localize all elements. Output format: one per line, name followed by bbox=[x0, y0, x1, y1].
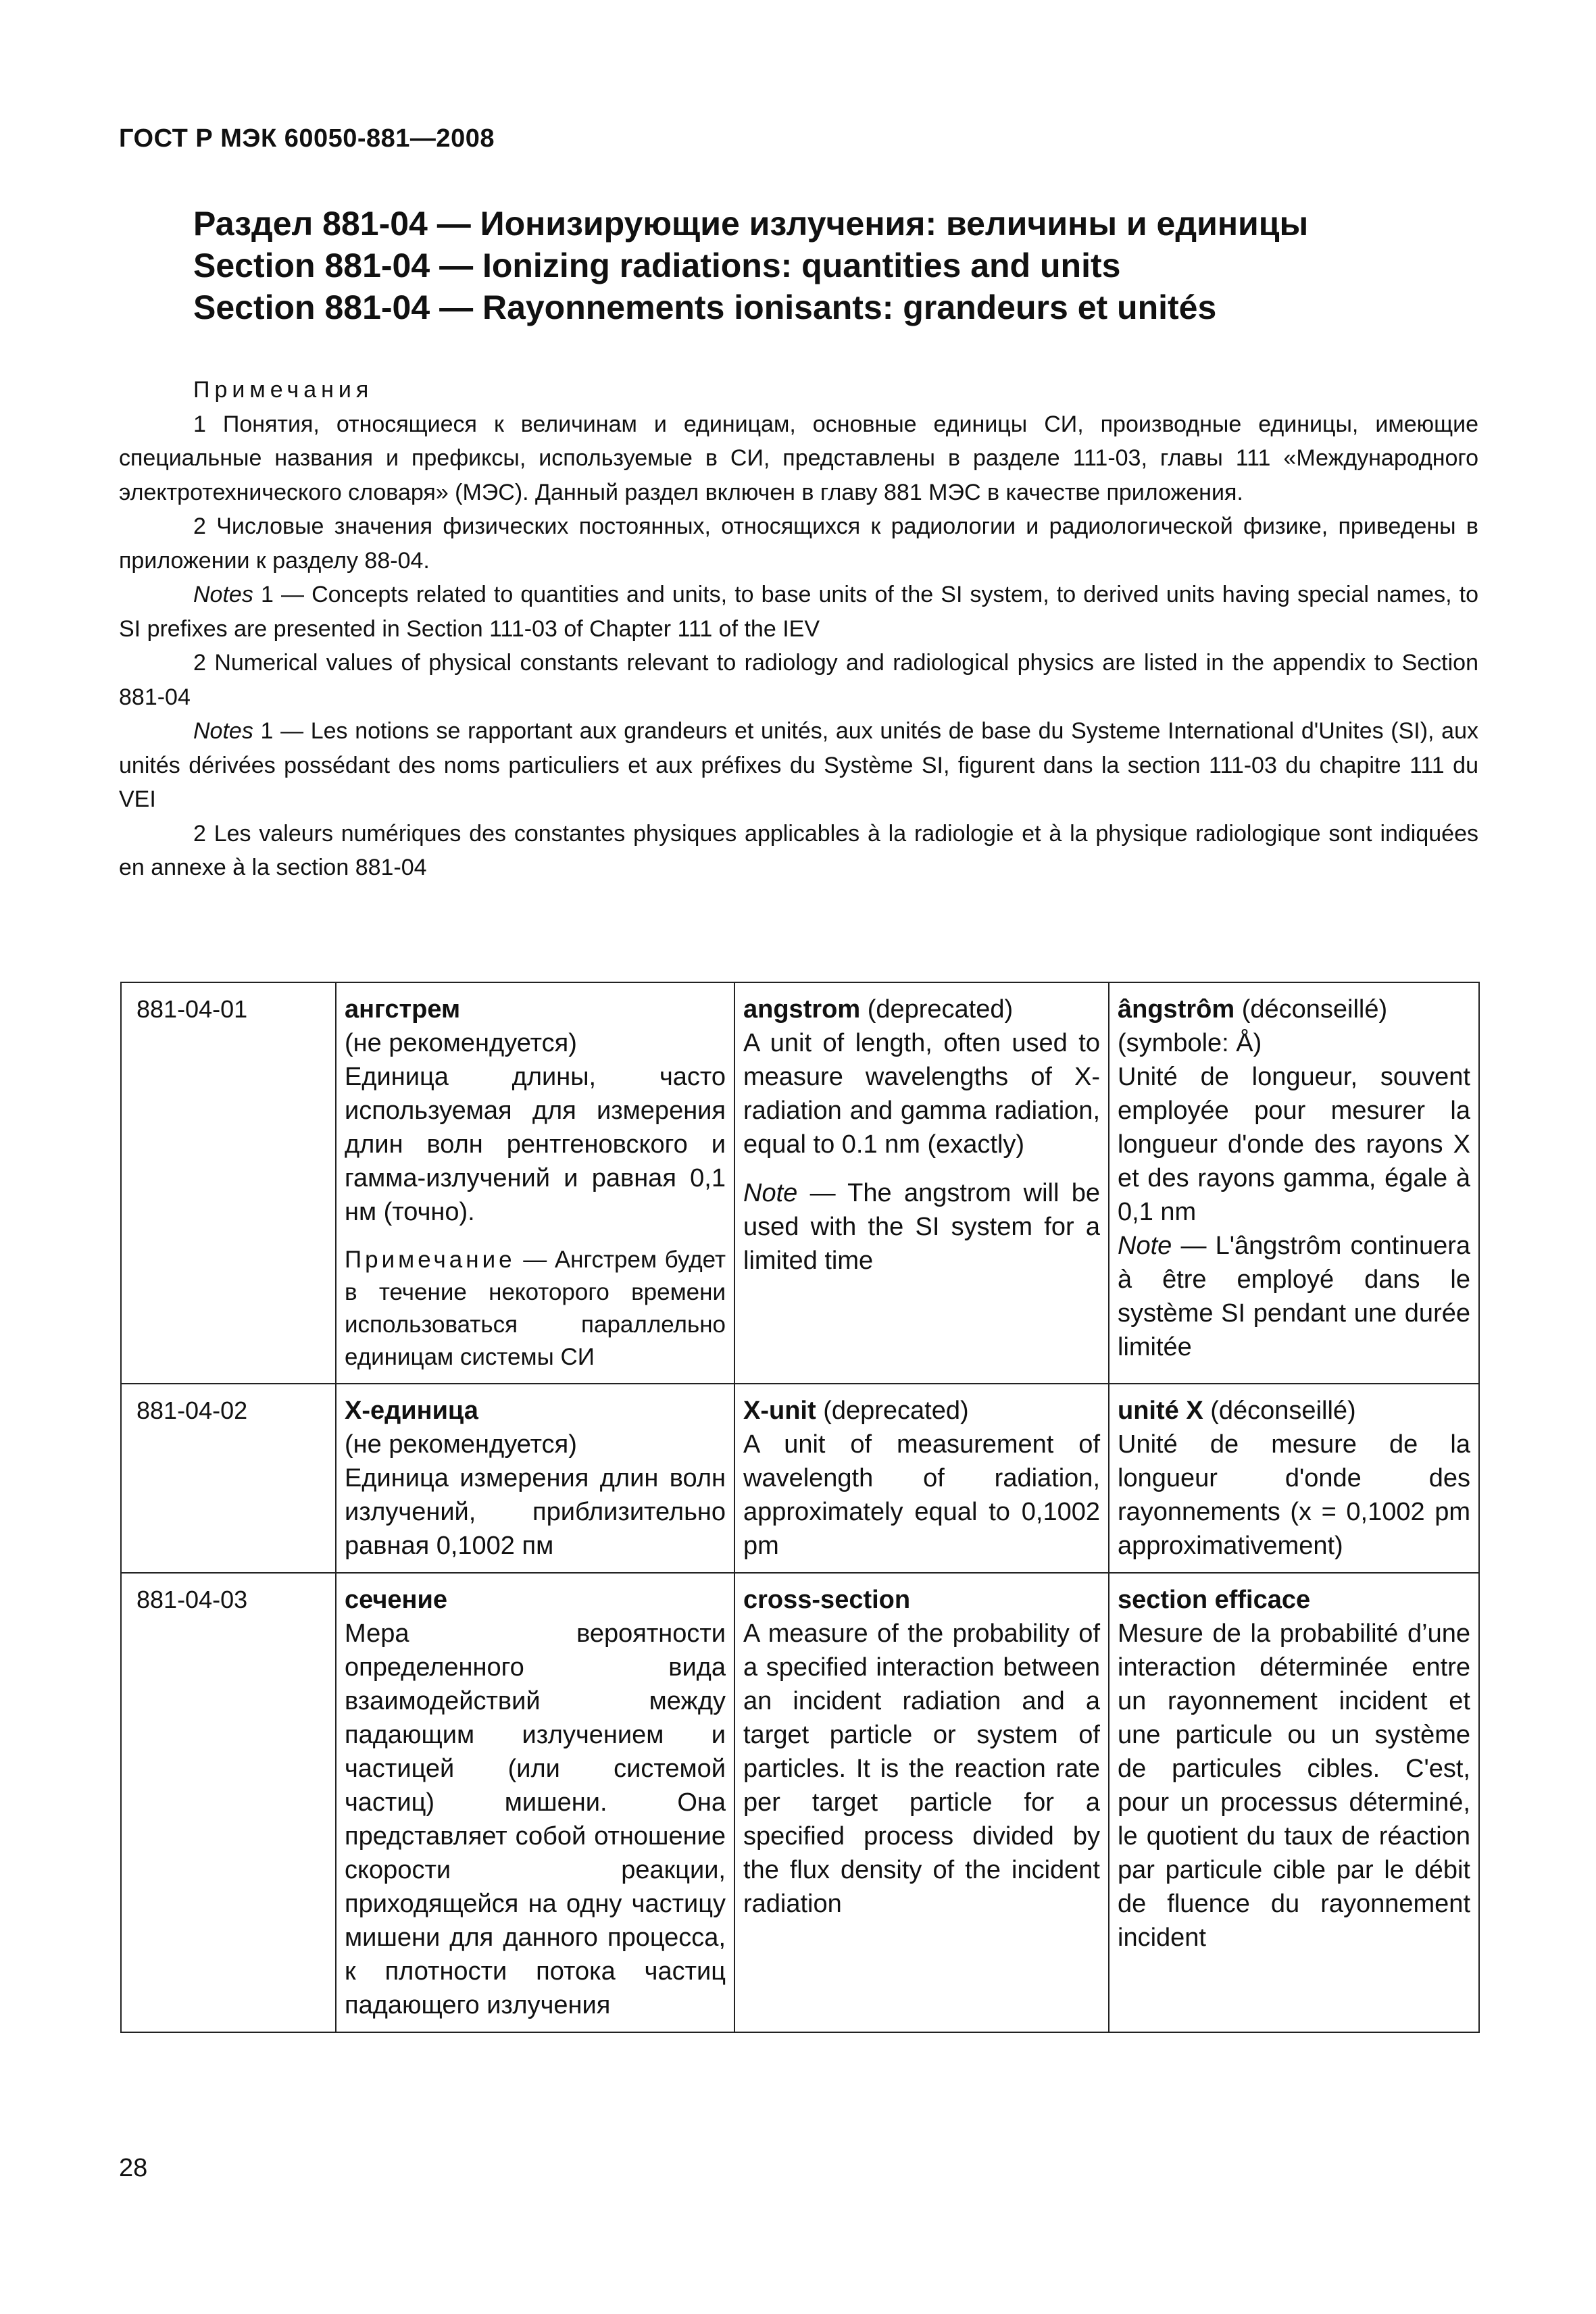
entry-number: 881-04-03 bbox=[121, 1573, 336, 2032]
section-title-ru: Раздел 881-04 — Ионизирующие излучения: величины и единицы bbox=[193, 205, 1309, 243]
term-en: X-unit bbox=[743, 1397, 816, 1425]
definition-ru: Мера вероятности определенного вида взаимодействий между падающим излучением и частицей (или системой частиц) мишени. Она представляет собой отношение скорости реакции, приходящейся на одну частицу мишени для данного процесса, к плотности потока частиц падающего излучения bbox=[345, 1619, 726, 2019]
entry-ru bbox=[336, 1384, 734, 1573]
definition-en: A unit of measurement of wavelength of radiation, approximately equal to 0,1002 pm bbox=[743, 1430, 1100, 1560]
entry-en bbox=[734, 1573, 1109, 2032]
term-ru: сечение bbox=[345, 1586, 447, 1614]
term-en: angstrom bbox=[743, 995, 861, 1024]
entry-fr bbox=[1109, 1384, 1479, 1573]
entry-en bbox=[734, 1384, 1109, 1573]
note-en-label: Note bbox=[743, 1179, 798, 1207]
term-ru-status: (не рекомендуется) bbox=[345, 1029, 577, 1057]
note-fr: Note — L'ângstrôm continuera à être employé dans le système SI pendant une durée limitée bbox=[1118, 1232, 1470, 1361]
definition-ru: Единица измерения длин волн излучений, приблизительно равная 0,1002 пм bbox=[345, 1464, 726, 1560]
page-number: 28 bbox=[119, 2154, 148, 2182]
term-fr-line: unité X (déconseillé) bbox=[1118, 1397, 1356, 1425]
entry-number: 881-04-02 bbox=[121, 1384, 336, 1573]
definition-fr: Unité de longueur, souvent employée pour mesurer la longueur d'onde des rayons X et des rayons gamma, égale à 0,1 nm bbox=[1118, 1063, 1470, 1226]
note-ru-1: 1 Понятия, относящиеся к величинам и единицам, основные единицы СИ, производные единицы, имеющие специальные названия и префиксы, используемые в СИ, представлены в разделе 111-03, главы 111 «Международного электротехнического словаря» (МЭС). Данный раздел включен в главу 881 МЭС в качестве приложения. bbox=[119, 411, 1478, 505]
term-en-line: X-unit (deprecated) bbox=[743, 1397, 969, 1425]
definition-en: A unit of length, often used to measure wavelengths of X-radiation and gamma radiation, equal to 0.1 nm (exactly) bbox=[743, 1029, 1100, 1159]
document-header: ГОСТ Р МЭК 60050-881—2008 bbox=[119, 124, 495, 153]
note-ru-label: Примечание bbox=[345, 1247, 516, 1273]
entry-fr bbox=[1109, 1573, 1479, 2032]
entry-fr bbox=[1109, 982, 1479, 1384]
section-title-en: Section 881-04 — Ionizing radiations: quantities and units bbox=[193, 247, 1121, 284]
note-en-1: Notes 1 — Concepts related to quantities and units, to base units of the SI system, to derived units having special names, to SI prefixes are presented in Section 111-03 of Chapter 111 of the IEV bbox=[119, 582, 1478, 642]
entry-ru bbox=[336, 1573, 734, 2032]
term-ru: Х-единица bbox=[345, 1397, 478, 1425]
section-title-fr: Section 881-04 — Rayonnements ionisants: grandeurs et unités bbox=[193, 288, 1217, 326]
definition-fr: Mesure de la probabilité d’une interaction déterminée entre un rayonnement incident et une particule ou un système de particules cibles. C'est, pour un processus déterminé, le quotient du taux de réaction par particule cible par le débit de fluence du rayonnement incident bbox=[1118, 1619, 1470, 1952]
table-row bbox=[121, 1573, 1479, 2032]
table-row bbox=[121, 982, 1479, 1384]
term-en: cross-section bbox=[743, 1586, 911, 1614]
entry-ru bbox=[336, 982, 734, 1384]
note-ru-2: 2 Числовые значения физических постоянных, относящихся к радиологии и радиологической физике, приведены в приложении к разделу 88-04. bbox=[119, 513, 1478, 574]
entry-en bbox=[734, 982, 1109, 1384]
term-fr: section efficace bbox=[1118, 1586, 1311, 1614]
terms-table bbox=[120, 982, 1480, 2033]
table-row bbox=[121, 1384, 1479, 1573]
term-en-line: angstrom (deprecated) bbox=[743, 995, 1014, 1024]
definition-ru: Единица длины, часто используемая для измерения длин волн рентгеновского и гамма-излучений и равная 0,1 нм (точно). bbox=[345, 1063, 726, 1226]
entry-number: 881-04-01 bbox=[121, 982, 336, 1384]
term-fr-symbol: (symbole: Å) bbox=[1118, 1029, 1262, 1057]
term-ru-status: (не рекомендуется) bbox=[345, 1430, 577, 1459]
note-en: Note — The angstrom will be used with the SI system for a limited time bbox=[743, 1179, 1100, 1275]
notes-heading-ru: Примечания bbox=[193, 377, 374, 403]
definition-en: A measure of the probability of a specified interaction between an incident radiation and a target particle or system of particles. It is the reaction rate per target particle for a specified process divided by the flux density of the incident radiation bbox=[743, 1619, 1100, 1918]
term-fr: ângstrôm bbox=[1118, 995, 1235, 1024]
note-ru: Примечание — Ангстрем будет в течение некоторого времени использоваться параллельно единицам системы СИ bbox=[345, 1247, 726, 1370]
note-fr-1: Notes 1 — Les notions se rapportant aux grandeurs et unités, aux unités de base du Systeme International d'Unites (SI), aux unités dérivées possédant des noms particuliers et aux préfixes du Systѐme SI, figurent dans la section 111-03 du chapitre 111 du VEI bbox=[119, 718, 1478, 812]
notes-block bbox=[119, 373, 1478, 885]
section-titles bbox=[193, 203, 1477, 328]
term-fr: unité X bbox=[1118, 1397, 1203, 1425]
note-en-2: 2 Numerical values of physical constants relevant to radiology and radiological physics are listed in the appendix to Section 881-04 bbox=[119, 650, 1478, 710]
definition-fr: Unité de mesure de la longueur d'onde des rayonnements (x = 0,1002 pm approximativement) bbox=[1118, 1430, 1470, 1560]
note-fr-2: 2 Les valeurs numériques des constantes physiques applicables à la radiologie et à la physique radiologique sont indiquées en annexe à la section 881-04 bbox=[119, 820, 1478, 880]
term-ru: ангстрем bbox=[345, 995, 461, 1024]
note-fr-label: Notes bbox=[193, 718, 253, 744]
note-fr-label: Note bbox=[1118, 1232, 1172, 1260]
term-fr-line: ângstrôm (déconseillé) bbox=[1118, 995, 1388, 1024]
note-en-label: Notes bbox=[193, 582, 253, 607]
